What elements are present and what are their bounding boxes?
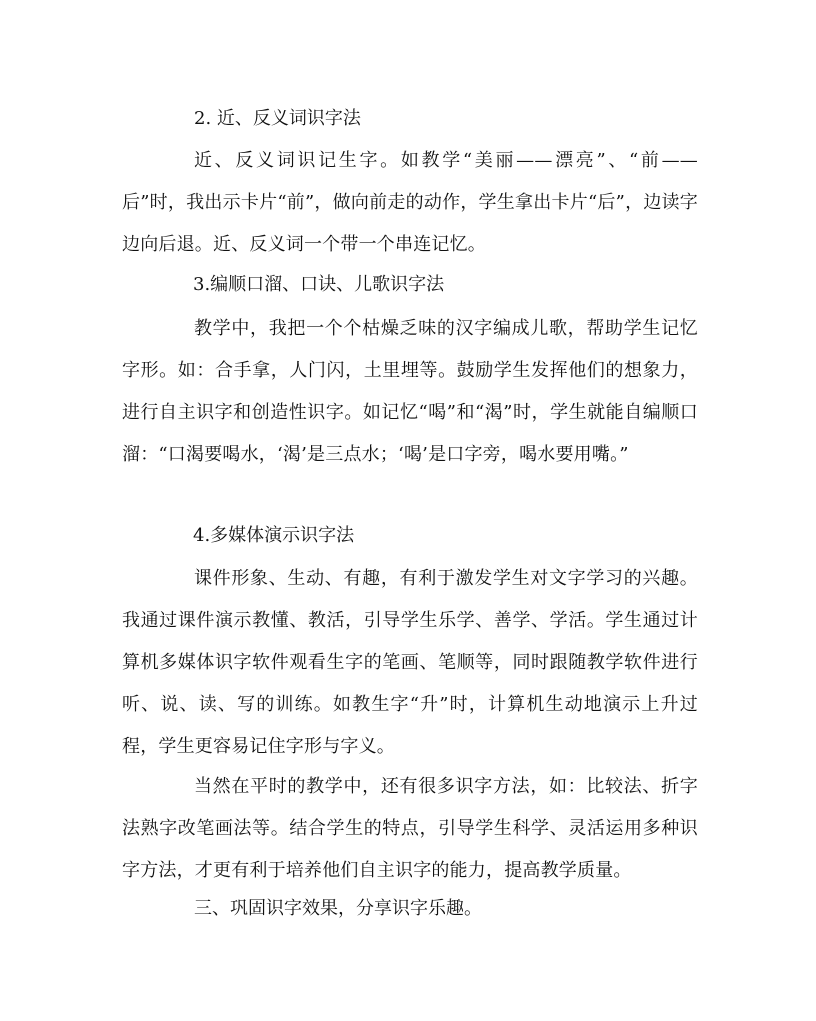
heading-antonym-method: 2. 近、反义词识字法 xyxy=(194,108,361,129)
heading-multimedia-method: 4.多媒体演示识字法 xyxy=(193,525,355,546)
paragraph-rhyme-method: 教学中，我把一个个枯燥乏味的汉字编成儿歌，帮助学生记忆字形。如：合手拿，人门闪，土里埋等。鼓励学生发挥他们的想象力，进行自主识字和创造性识字。如记忆“喝”和“渴”时，学生就能自编顺口溜：“口渴要喝水，‘渴’是三点水；‘喝’是口字旁，喝水要用嘴。” xyxy=(122,318,698,465)
paragraph-other-methods: 当然在平时的教学中，还有很多识字方法，如：比较法、折字法熟字改笔画法等。结合学生的特点，引导学生科学、灵活运用多种识字方法，才更有利于培养他们自主识字的能力，提高教学质量。 xyxy=(122,776,698,881)
paragraph-antonym-method: 近、反义词识记生字。如教学“美丽——漂亮”、“前——后”时，我出示卡片“前”，做向前走的动作，学生拿出卡片“后”，边读字边向后退。近、反义词一个带一个串连记忆。 xyxy=(122,150,698,255)
heading-rhyme-method: 3.编顺口溜、口诀、儿歌识字法 xyxy=(193,274,445,295)
heading-section-three: 三、巩固识字效果，分享识字乐趣。 xyxy=(194,898,482,919)
paragraph-multimedia-method: 课件形象、生动、有趣，有利于激发学生对文字学习的兴趣。我通过课件演示教懂、教活，引导学生乐学、善学、学活。学生通过计算机多媒体识字软件观看生字的笔画、笔顺等，同时跟随教学软件进行听、说、读、写的训练。如教生字“升”时，计算机生动地演示上升过程，学生更容易记住字形与字义。 xyxy=(122,568,698,757)
